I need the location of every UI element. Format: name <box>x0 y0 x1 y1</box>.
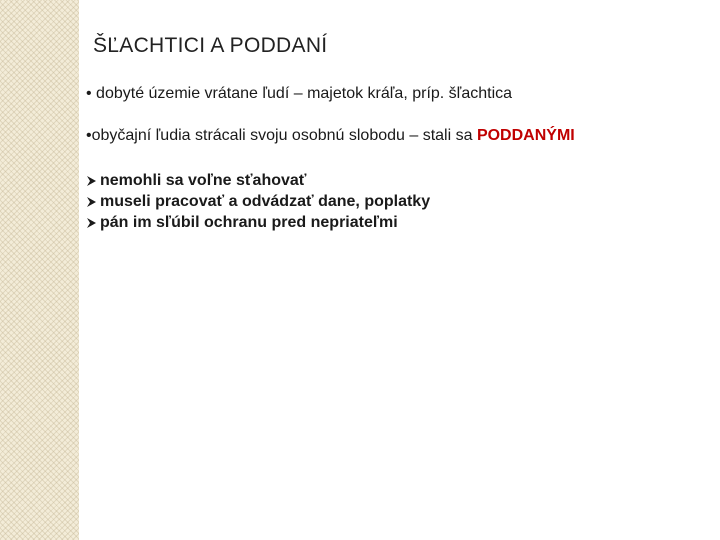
list-item <box>86 212 430 233</box>
arrow-right-icon <box>86 175 97 187</box>
list-item-text: museli pracovať a odvádzať dane, poplatky <box>100 193 431 210</box>
list-item-text: pán im sľúbil ochranu pred nepriateľmi <box>100 214 398 231</box>
statement-serfs <box>86 127 575 145</box>
statement-territory: • dobyté územie vrátane ľudí – majetok kráľa, príp. šľachtica <box>86 85 513 102</box>
obligations-list <box>86 170 430 233</box>
statement-serfs-text: •obyčajní ľudia strácali svoju osobnú slobodu – stali sa <box>86 127 477 144</box>
slide-title: ŠĽACHTICI A PODDANÍ <box>93 34 328 57</box>
arrow-right-icon <box>86 217 97 229</box>
list-item-text: nemohli sa voľne sťahovať <box>100 172 307 189</box>
decorative-side-strip <box>0 0 79 540</box>
list-item <box>86 170 430 191</box>
list-item <box>86 191 430 212</box>
highlight-poddanymi: PODDANÝMI <box>476 127 575 144</box>
arrow-right-icon <box>86 196 97 208</box>
